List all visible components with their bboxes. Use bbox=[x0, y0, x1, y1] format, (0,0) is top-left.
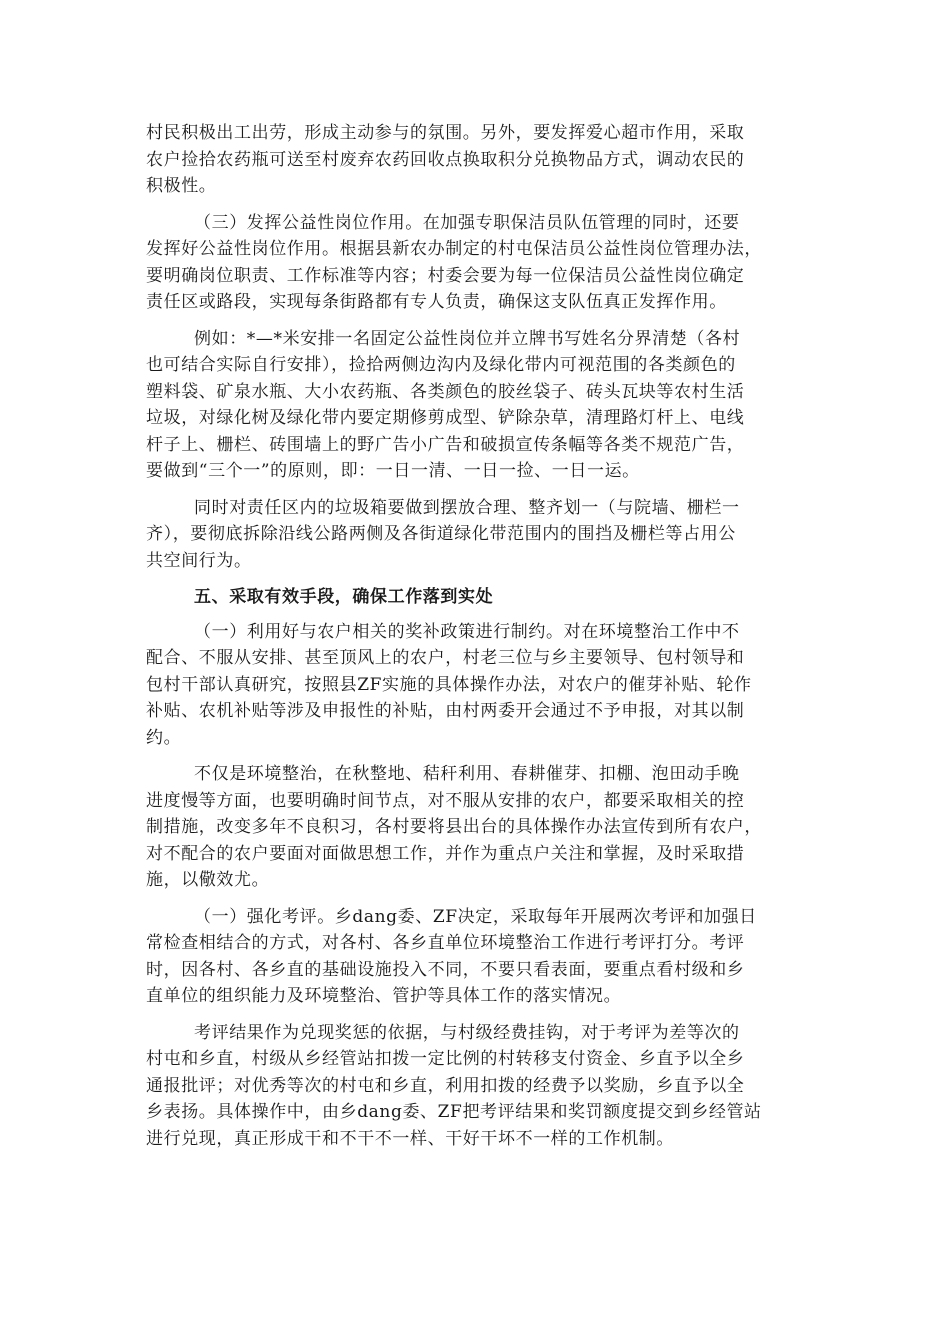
text-line: 同时对责任区内的垃圾箱要做到摆放合理、整齐划一（与院墙、栅栏一 bbox=[194, 497, 740, 518]
text-line: （三）发挥公益性岗位作用。在加强专职保洁员队伍管理的同时，还要 bbox=[194, 212, 740, 233]
paragraph-villagers-participation bbox=[146, 120, 806, 200]
text-line: （一）利用好与农户相关的奖补政策进行制约。对在环境整治工作中不 bbox=[194, 621, 740, 642]
text-line: 时，因各村、各乡直的基础设施投入不同，不要只看表面，要重点看村级和乡 bbox=[146, 959, 745, 980]
text-line: 也可结合实际自行安排），捡拾两侧边沟内及绿化带内可视范围的各类颜色的 bbox=[146, 355, 736, 375]
text-line: 要做到“三个一”的原则，即：一日一清、一日一捡、一日一运。 bbox=[146, 461, 640, 481]
text-line: 村民积极出工出劳，形成主动参与的氛围。另外，要发挥爱心超市作用，采取 bbox=[146, 123, 745, 143]
text-line: 村屯和乡直，村级从乡经管站扣拨一定比例的村转移支付资金、乡直予以全乡 bbox=[146, 1049, 745, 1069]
paragraph-rewards-penalties bbox=[146, 1020, 806, 1153]
text-line: 例如：*—*米安排一名固定公益性岗位并立牌书写姓名分界清楚（各村 bbox=[194, 328, 741, 349]
text-line: 约。 bbox=[146, 727, 182, 748]
text-line: 垃圾，对绿化树及绿化带内要定期修剪成型、铲除杂草，清理路灯杆上、电线 bbox=[146, 408, 745, 428]
paragraph-example bbox=[146, 326, 806, 485]
text-line: 进度慢等方面，也要明确时间节点，对不服从安排的农户，都要采取相关的控 bbox=[146, 790, 745, 811]
text-line: 杆子上、栅栏、砖围墙上的野广告小广告和破损宣传条幅等各类不规范广告， bbox=[146, 434, 745, 455]
text-line: 通报批评；对优秀等次的村屯和乡直，利用扣拨的经费予以奖励，乡直予以全 bbox=[146, 1075, 745, 1096]
text-line: 包村干部认真研究，按照县ZF实施的具体操作办法，对农户的催芽补贴、轮作 bbox=[146, 674, 752, 695]
text-line: 对不配合的农户要面对面做思想工作，并作为重点户关注和掌握，及时采取措 bbox=[146, 843, 745, 864]
paragraph-evaluation bbox=[146, 904, 806, 1010]
text-line: 制措施，改变多年不良积习，各村要将县出台的具体操作办法宣传到所有农户， bbox=[146, 817, 762, 837]
text-line: 配合、不服从安排、甚至顶风上的农户，村老三位与乡主要领导、包村领导和 bbox=[146, 648, 745, 668]
text-line: 不仅是环境整治，在秋整地、秸秆利用、春耕催芽、扣棚、泡田动手晚 bbox=[194, 764, 740, 784]
text-line: 直单位的组织能力及环境整治、管护等具体工作的落实情况。 bbox=[146, 986, 622, 1006]
paragraph-public-welfare-posts bbox=[146, 210, 806, 316]
text-line: 积极性。 bbox=[146, 176, 217, 196]
text-line: 齐），要彻底拆除沿线公路两侧及各街道绿化带范围内的围挡及栅栏等占用公 bbox=[146, 524, 736, 544]
text-line: 考评结果作为兑现奖惩的依据，与村级经费挂钩，对于考评为差等次的 bbox=[194, 1022, 740, 1043]
text-line: 常检查相结合的方式，对各村、各乡直单位环境整治工作进行考评打分。考评 bbox=[146, 933, 745, 953]
text-line: 责任区或路段，实现每条街路都有专人负责，确保这支队伍真正发挥作用。 bbox=[146, 292, 727, 312]
paragraph-control-measures bbox=[146, 761, 806, 894]
text-line: 要明确岗位职责、工作标准等内容；村委会要为每一位保洁员公益性岗位确定 bbox=[146, 265, 745, 286]
paragraph-garbage-bins bbox=[146, 495, 806, 575]
text-line: 进行兑现，真正形成干和不干不一样、干好干坏不一样的工作机制。 bbox=[146, 1128, 674, 1149]
text-line: 塑料袋、矿泉水瓶、大小农药瓶、各类颜色的胶丝袋子、砖头瓦块等农村生活 bbox=[146, 381, 745, 402]
text-line: 乡表扬。具体操作中，由乡dang委、ZF把考评结果和奖罚额度提交到乡经管站 bbox=[146, 1102, 762, 1122]
text-line: （一）强化考评。乡dang委、ZF决定，采取每年开展两次考评和加强日 bbox=[194, 906, 757, 927]
section-heading-five: 五、采取有效手段，确保工作落到实处 bbox=[194, 587, 494, 607]
document-body bbox=[146, 120, 806, 1162]
text-line: 共空间行为。 bbox=[146, 550, 252, 571]
text-line: 施，以儆效尤。 bbox=[146, 870, 270, 890]
paragraph-subsidy-policy bbox=[146, 619, 806, 752]
text-line: 农户捡拾农药瓶可送至村废弃农药回收点换取积分兑换物品方式，调动农民的 bbox=[146, 149, 745, 170]
text-line: 发挥好公益性岗位作用。根据县新农办制定的村屯保洁员公益性岗位管理办法， bbox=[146, 239, 762, 259]
text-line: 补贴、农机补贴等涉及申报性的补贴，由村两委开会通过不予申报，对其以制 bbox=[146, 701, 745, 721]
